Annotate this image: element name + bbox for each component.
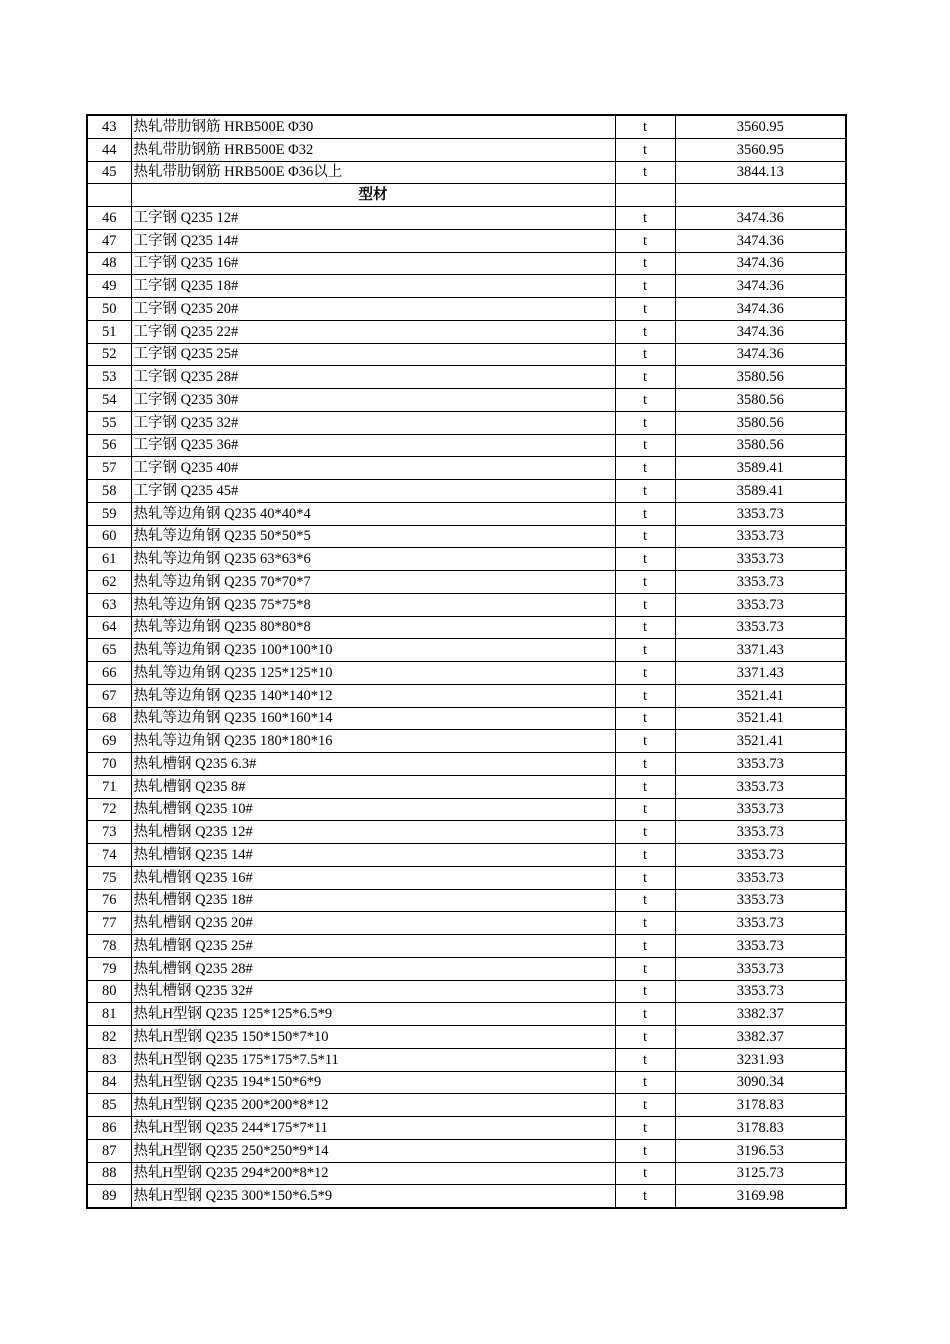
price-cell: 3353.73 [675,525,846,548]
unit-cell: t [615,207,675,230]
material-name-cell: 工字钢 Q235 22# [131,320,615,343]
material-name-cell: 热轧等边角钢 Q235 180*180*16 [131,730,615,753]
unit-cell: t [615,753,675,776]
section-unit-cell [615,184,675,207]
unit-cell: t [615,593,675,616]
row-number-cell: 62 [87,571,131,594]
material-name-cell: 热轧槽钢 Q235 20# [131,912,615,935]
table-row [87,753,846,776]
unit-cell: t [615,502,675,525]
unit-cell: t [615,1026,675,1049]
table-row [87,229,846,252]
table-row [87,775,846,798]
unit-cell: t [615,730,675,753]
row-number-cell: 60 [87,525,131,548]
price-cell: 3353.73 [675,844,846,867]
table-row [87,912,846,935]
table-row [87,366,846,389]
section-number-cell [87,184,131,207]
table-row [87,935,846,958]
price-cell: 3178.83 [675,1117,846,1140]
price-cell: 3353.73 [675,548,846,571]
table-row [87,616,846,639]
price-cell: 3474.36 [675,343,846,366]
row-number-cell: 45 [87,161,131,184]
material-name-cell: 工字钢 Q235 32# [131,411,615,434]
table-row [87,275,846,298]
price-cell: 3580.56 [675,434,846,457]
table-row [87,1185,846,1208]
price-cell: 3353.73 [675,616,846,639]
price-cell: 3560.95 [675,138,846,161]
table-row [87,1139,846,1162]
row-number-cell: 64 [87,616,131,639]
material-name-cell: 工字钢 Q235 40# [131,457,615,480]
unit-cell: t [615,1094,675,1117]
material-name-cell: 热轧带肋钢筋 HRB500E Φ32 [131,138,615,161]
row-number-cell: 77 [87,912,131,935]
table-row [87,662,846,685]
material-name-cell: 工字钢 Q235 28# [131,366,615,389]
material-name-cell: 热轧等边角钢 Q235 75*75*8 [131,593,615,616]
table-row [87,707,846,730]
unit-cell: t [615,161,675,184]
row-number-cell: 73 [87,821,131,844]
price-cell: 3521.41 [675,684,846,707]
material-name-cell: 工字钢 Q235 45# [131,480,615,503]
row-number-cell: 54 [87,389,131,412]
unit-cell: t [615,411,675,434]
table-row [87,730,846,753]
material-name-cell: 热轧等边角钢 Q235 50*50*5 [131,525,615,548]
table-row [87,320,846,343]
price-cell: 3589.41 [675,457,846,480]
unit-cell: t [615,1185,675,1208]
row-number-cell: 50 [87,298,131,321]
unit-cell: t [615,138,675,161]
price-cell: 3474.36 [675,229,846,252]
table-row [87,207,846,230]
material-name-cell: 工字钢 Q235 25# [131,343,615,366]
price-cell: 3521.41 [675,707,846,730]
material-name-cell: 热轧槽钢 Q235 10# [131,798,615,821]
price-cell: 3125.73 [675,1162,846,1185]
table-row [87,115,846,138]
price-cell: 3382.37 [675,1026,846,1049]
price-cell: 3560.95 [675,115,846,138]
table-row [87,844,846,867]
material-name-cell: 热轧H型钢 Q235 300*150*6.5*9 [131,1185,615,1208]
table-row [87,457,846,480]
table-row [87,138,846,161]
row-number-cell: 56 [87,434,131,457]
row-number-cell: 81 [87,1003,131,1026]
material-name-cell: 热轧等边角钢 Q235 63*63*6 [131,548,615,571]
unit-cell: t [615,889,675,912]
row-number-cell: 89 [87,1185,131,1208]
price-cell: 3474.36 [675,275,846,298]
material-name-cell: 热轧H型钢 Q235 175*175*7.5*11 [131,1048,615,1071]
table-row [87,434,846,457]
row-number-cell: 65 [87,639,131,662]
price-cell: 3353.73 [675,957,846,980]
row-number-cell: 49 [87,275,131,298]
material-name-cell: 热轧H型钢 Q235 125*125*6.5*9 [131,1003,615,1026]
row-number-cell: 84 [87,1071,131,1094]
unit-cell: t [615,434,675,457]
unit-cell: t [615,639,675,662]
material-name-cell: 热轧等边角钢 Q235 100*100*10 [131,639,615,662]
price-cell: 3371.43 [675,662,846,685]
unit-cell: t [615,935,675,958]
table-row [87,980,846,1003]
material-name-cell: 热轧带肋钢筋 HRB500E Φ36以上 [131,161,615,184]
row-number-cell: 76 [87,889,131,912]
price-cell: 3196.53 [675,1139,846,1162]
row-number-cell: 85 [87,1094,131,1117]
price-cell: 3580.56 [675,411,846,434]
unit-cell: t [615,662,675,685]
table-row [87,1071,846,1094]
material-name-cell: 热轧槽钢 Q235 8# [131,775,615,798]
unit-cell: t [615,548,675,571]
unit-cell: t [615,1139,675,1162]
unit-cell: t [615,1071,675,1094]
price-cell: 3580.56 [675,389,846,412]
unit-cell: t [615,684,675,707]
unit-cell: t [615,298,675,321]
table-row [87,821,846,844]
unit-cell: t [615,980,675,1003]
table-row [87,252,846,275]
table-row [87,957,846,980]
row-number-cell: 83 [87,1048,131,1071]
price-cell: 3580.56 [675,366,846,389]
material-name-cell: 工字钢 Q235 20# [131,298,615,321]
table-row [87,866,846,889]
price-cell: 3353.73 [675,866,846,889]
price-cell: 3353.73 [675,798,846,821]
unit-cell: t [615,320,675,343]
material-name-cell: 工字钢 Q235 18# [131,275,615,298]
table-row [87,525,846,548]
table-row [87,639,846,662]
row-number-cell: 80 [87,980,131,1003]
row-number-cell: 59 [87,502,131,525]
material-name-cell: 热轧等边角钢 Q235 125*125*10 [131,662,615,685]
price-cell: 3844.13 [675,161,846,184]
unit-cell: t [615,1162,675,1185]
section-price-cell [675,184,846,207]
material-name-cell: 工字钢 Q235 30# [131,389,615,412]
material-name-cell: 热轧槽钢 Q235 16# [131,866,615,889]
material-name-cell: 热轧H型钢 Q235 200*200*8*12 [131,1094,615,1117]
price-cell: 3353.73 [675,821,846,844]
price-cell: 3353.73 [675,593,846,616]
row-number-cell: 63 [87,593,131,616]
price-cell: 3169.98 [675,1185,846,1208]
row-number-cell: 67 [87,684,131,707]
row-number-cell: 57 [87,457,131,480]
material-name-cell: 热轧等边角钢 Q235 80*80*8 [131,616,615,639]
unit-cell: t [615,1048,675,1071]
table-row [87,1026,846,1049]
unit-cell: t [615,275,675,298]
price-cell: 3474.36 [675,320,846,343]
row-number-cell: 86 [87,1117,131,1140]
material-name-cell: 热轧H型钢 Q235 294*200*8*12 [131,1162,615,1185]
row-number-cell: 47 [87,229,131,252]
table-row [87,1003,846,1026]
row-number-cell: 75 [87,866,131,889]
unit-cell: t [615,798,675,821]
row-number-cell: 46 [87,207,131,230]
unit-cell: t [615,1003,675,1026]
material-name-cell: 工字钢 Q235 12# [131,207,615,230]
row-number-cell: 82 [87,1026,131,1049]
material-name-cell: 热轧带肋钢筋 HRB500E Φ30 [131,115,615,138]
row-number-cell: 79 [87,957,131,980]
row-number-cell: 70 [87,753,131,776]
price-cell: 3353.73 [675,502,846,525]
row-number-cell: 61 [87,548,131,571]
price-cell: 3474.36 [675,207,846,230]
price-cell: 3353.73 [675,980,846,1003]
unit-cell: t [615,480,675,503]
table-row [87,480,846,503]
material-name-cell: 工字钢 Q235 16# [131,252,615,275]
price-cell: 3521.41 [675,730,846,753]
row-number-cell: 74 [87,844,131,867]
price-cell: 3353.73 [675,889,846,912]
material-name-cell: 热轧等边角钢 Q235 140*140*12 [131,684,615,707]
price-cell: 3589.41 [675,480,846,503]
material-name-cell: 热轧H型钢 Q235 250*250*9*14 [131,1139,615,1162]
section-title-cell: 型材 [131,184,615,207]
price-cell: 3382.37 [675,1003,846,1026]
row-number-cell: 44 [87,138,131,161]
section-header-row [87,184,846,207]
price-cell: 3353.73 [675,571,846,594]
unit-cell: t [615,115,675,138]
table-row [87,798,846,821]
row-number-cell: 43 [87,115,131,138]
table-row [87,1094,846,1117]
material-name-cell: 热轧槽钢 Q235 25# [131,935,615,958]
row-number-cell: 48 [87,252,131,275]
row-number-cell: 53 [87,366,131,389]
table-row [87,1048,846,1071]
material-name-cell: 工字钢 Q235 14# [131,229,615,252]
unit-cell: t [615,229,675,252]
table-row [87,1117,846,1140]
unit-cell: t [615,252,675,275]
unit-cell: t [615,343,675,366]
price-cell: 3090.34 [675,1071,846,1094]
unit-cell: t [615,616,675,639]
unit-cell: t [615,821,675,844]
unit-cell: t [615,707,675,730]
row-number-cell: 52 [87,343,131,366]
material-name-cell: 热轧H型钢 Q235 244*175*7*11 [131,1117,615,1140]
material-name-cell: 热轧等边角钢 Q235 40*40*4 [131,502,615,525]
material-name-cell: 热轧槽钢 Q235 14# [131,844,615,867]
material-name-cell: 热轧H型钢 Q235 150*150*7*10 [131,1026,615,1049]
table-row [87,684,846,707]
table-row [87,593,846,616]
price-table [86,114,847,1209]
table-row [87,1162,846,1185]
table-row [87,548,846,571]
price-cell: 3353.73 [675,753,846,776]
unit-cell: t [615,844,675,867]
row-number-cell: 51 [87,320,131,343]
row-number-cell: 72 [87,798,131,821]
price-cell: 3474.36 [675,298,846,321]
unit-cell: t [615,775,675,798]
table-body [87,115,846,1208]
table-row [87,889,846,912]
material-name-cell: 热轧等边角钢 Q235 70*70*7 [131,571,615,594]
price-cell: 3474.36 [675,252,846,275]
unit-cell: t [615,389,675,412]
material-name-cell: 热轧槽钢 Q235 28# [131,957,615,980]
unit-cell: t [615,1117,675,1140]
row-number-cell: 66 [87,662,131,685]
table-row [87,161,846,184]
row-number-cell: 69 [87,730,131,753]
unit-cell: t [615,957,675,980]
unit-cell: t [615,912,675,935]
unit-cell: t [615,525,675,548]
table-row [87,298,846,321]
row-number-cell: 58 [87,480,131,503]
unit-cell: t [615,571,675,594]
unit-cell: t [615,866,675,889]
material-name-cell: 工字钢 Q235 36# [131,434,615,457]
price-cell: 3353.73 [675,775,846,798]
table-row [87,571,846,594]
material-name-cell: 热轧槽钢 Q235 6.3# [131,753,615,776]
price-cell: 3178.83 [675,1094,846,1117]
row-number-cell: 68 [87,707,131,730]
unit-cell: t [615,457,675,480]
unit-cell: t [615,366,675,389]
material-name-cell: 热轧槽钢 Q235 18# [131,889,615,912]
material-name-cell: 热轧槽钢 Q235 32# [131,980,615,1003]
row-number-cell: 88 [87,1162,131,1185]
table-row [87,343,846,366]
price-cell: 3371.43 [675,639,846,662]
table-row [87,502,846,525]
price-cell: 3353.73 [675,912,846,935]
table-row [87,389,846,412]
price-cell: 3353.73 [675,935,846,958]
row-number-cell: 55 [87,411,131,434]
row-number-cell: 71 [87,775,131,798]
row-number-cell: 87 [87,1139,131,1162]
material-name-cell: 热轧等边角钢 Q235 160*160*14 [131,707,615,730]
price-cell: 3231.93 [675,1048,846,1071]
table-row [87,411,846,434]
material-name-cell: 热轧H型钢 Q235 194*150*6*9 [131,1071,615,1094]
material-name-cell: 热轧槽钢 Q235 12# [131,821,615,844]
row-number-cell: 78 [87,935,131,958]
